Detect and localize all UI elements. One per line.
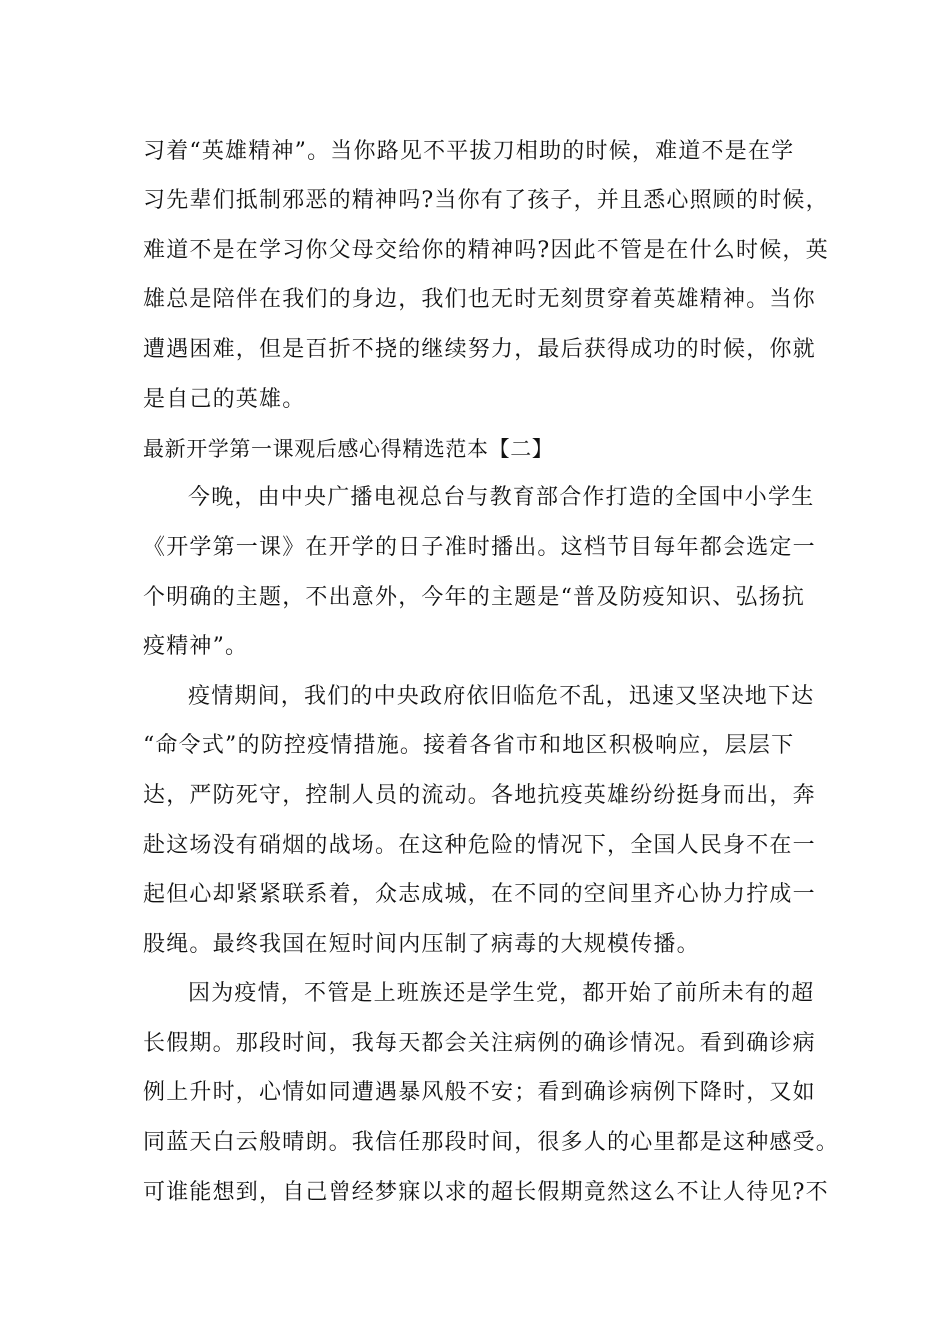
- text-line: 赴这场没有硝烟的战场。在这种危险的情况下，全国人民身不在一: [143, 833, 816, 858]
- text-line: 习先辈们抵制邪恶的精神吗?当你有了孩子，并且悉心照顾的时候，: [143, 188, 829, 213]
- text-line: 个明确的主题，不出意外，今年的主题是“普及防疫知识、弘扬抗: [143, 585, 806, 610]
- text-line: 长假期。那段时间，我每天都会关注病例的确诊情况。看到确诊病: [143, 1031, 816, 1056]
- text-line: 同蓝天白云般晴朗。我信任那段时间，很多人的心里都是这种感受。: [143, 1130, 840, 1155]
- text-line: 难道不是在学习你父母交给你的精神吗?因此不管是在什么时候，英: [143, 238, 829, 263]
- text-line: 今晚，由中央广播电视总台与教育部合作打造的全国中小学生: [188, 485, 815, 510]
- text-line: 是自己的英雄。: [143, 387, 306, 412]
- text-line: 疫精神”。: [143, 634, 249, 659]
- text-line: 因为疫情，不管是上班族还是学生党，都开始了前所未有的超: [188, 981, 815, 1006]
- section-heading: 最新开学第一课观后感心得精选范本【二】: [143, 437, 554, 461]
- text-line: 例上升时，心情如同遭遇暴风般不安；看到确诊病例下降时，又如: [143, 1080, 816, 1105]
- text-line: 《开学第一课》在开学的日子准时播出。这档节目每年都会选定一: [143, 535, 816, 560]
- text-line: 起但心却紧紧联系着，众志成城，在不同的空间里齐心协力拧成一: [143, 882, 816, 907]
- text-line: 雄总是陪伴在我们的身边，我们也无时无刻贯穿着英雄精神。当你: [143, 287, 816, 312]
- text-line: 遭遇困难，但是百折不挠的继续努力，最后获得成功的时候，你就: [143, 337, 816, 362]
- text-line: 达，严防死守，控制人员的流动。各地抗疫英雄纷纷挺身而出，奔: [143, 783, 816, 808]
- text-line: 疫情期间，我们的中央政府依旧临危不乱，迅速又坚决地下达: [188, 684, 815, 709]
- text-line: 可谁能想到，自己曾经梦寐以求的超长假期竟然这么不让人待见?不: [143, 1180, 829, 1205]
- text-line: 股绳。最终我国在短时间内压制了病毒的大规模传播。: [143, 932, 700, 957]
- text-line: 习着“英雄精神”。当你路见不平拔刀相助的时候，难道不是在学: [143, 139, 795, 164]
- text-line: “命令式”的防控疫情措施。接着各省市和地区积极响应，层层下: [143, 733, 795, 758]
